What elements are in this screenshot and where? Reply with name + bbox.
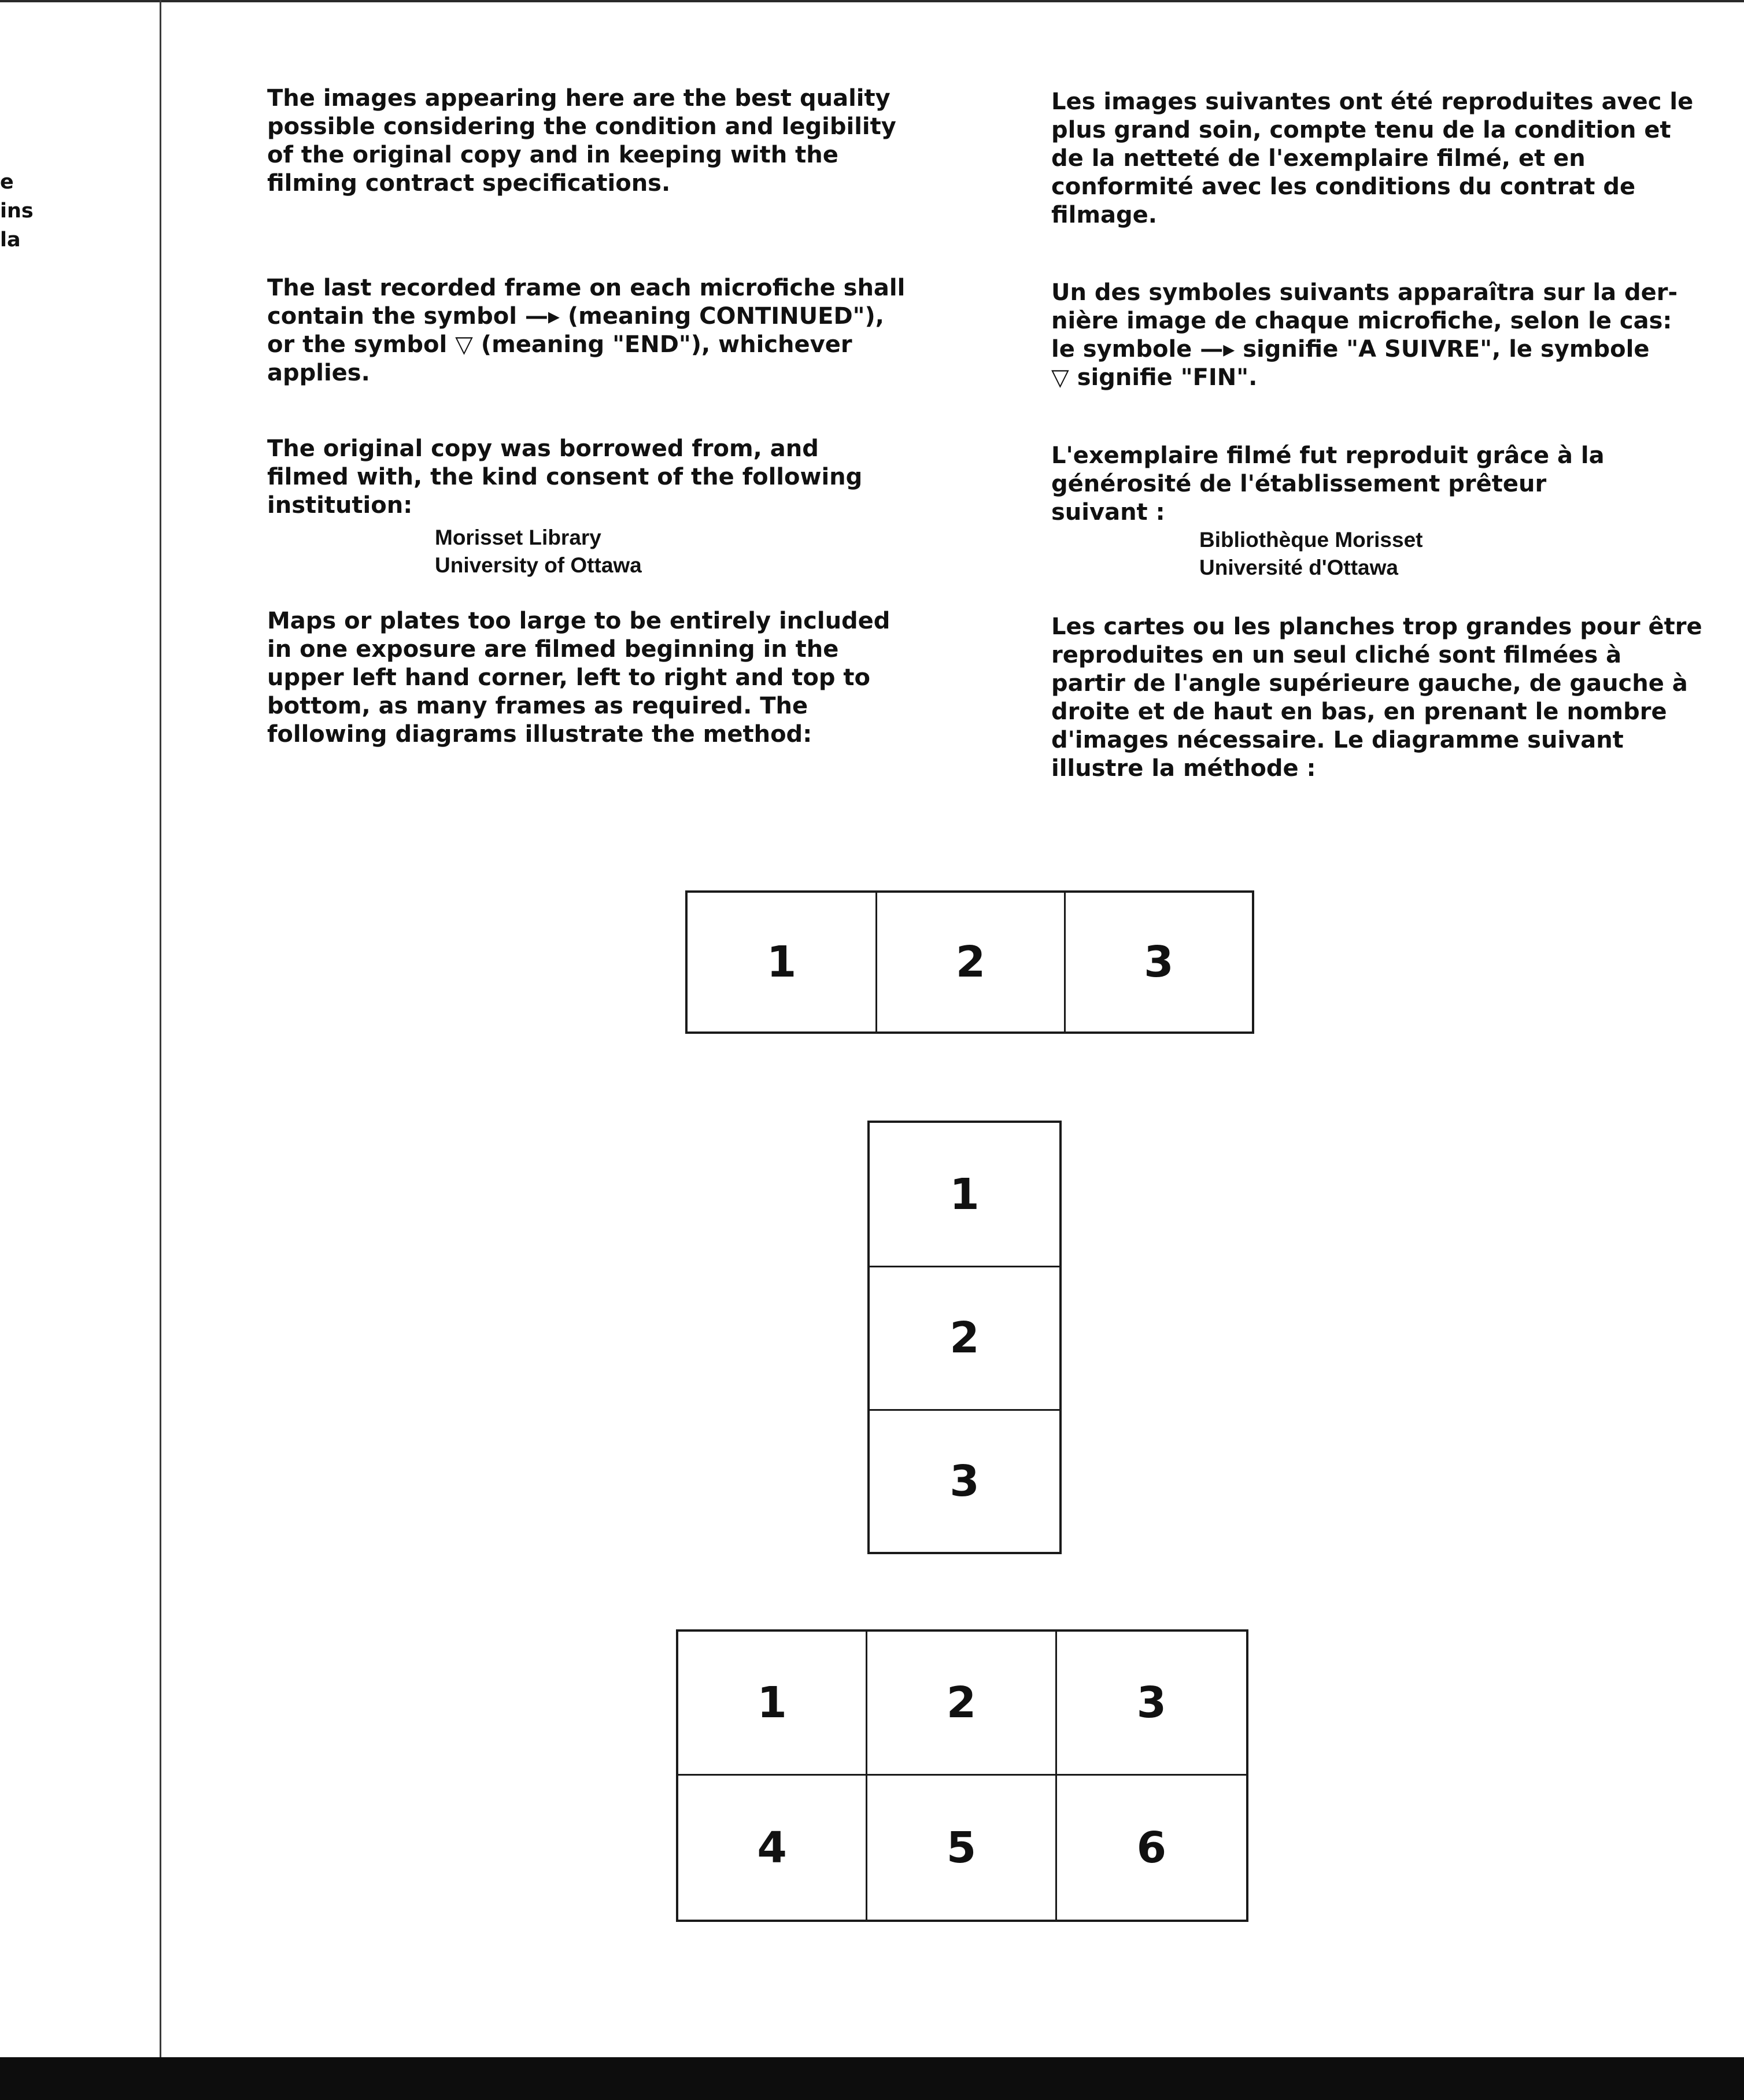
diagram-column-of-three: [867, 1121, 1062, 1554]
text-line: plus grand soin, compte tenu de la condition et: [1051, 117, 1671, 143]
text-line: L'exemplaire filmé fut reproduit grâce à la: [1051, 442, 1605, 469]
quality-paragraph-en: [267, 84, 896, 198]
frame-cell: 6: [1136, 1822, 1167, 1873]
text-line: contain the symbol —▸ (meaning CONTINUED"),: [267, 303, 884, 330]
text-line: The original copy was borrowed from, and: [267, 435, 819, 462]
text-line: droite et de haut en bas, en prenant le nombre: [1051, 698, 1667, 725]
text-line: nière image de chaque microfiche, selon le cas:: [1051, 308, 1672, 334]
institution-en: [435, 524, 642, 579]
frame-cell: 2: [875, 893, 1063, 1031]
fragment-line: ins: [0, 199, 34, 223]
text-line: in one exposure are filmed beginning in the: [267, 636, 839, 663]
frame-cell: 1: [766, 937, 797, 987]
institution-fr: [1199, 526, 1422, 582]
text-line: The images appearing here are the best quality: [267, 85, 891, 112]
frame-cell: 3: [870, 1409, 1059, 1552]
top-rule: [0, 0, 1744, 2]
text-line: Maps or plates too large to be entirely included: [267, 608, 891, 634]
previous-page-fragment: [0, 168, 34, 254]
symbol-paragraph-en: [267, 274, 905, 387]
text-line: filmed with, the kind consent of the following: [267, 464, 863, 490]
text-line: following diagrams illustrate the method:: [267, 721, 812, 748]
text-line: reproduites en un seul cliché sont filmées à: [1051, 642, 1622, 668]
text-line: de la netteté de l'exemplaire filmé, et en: [1051, 145, 1586, 172]
frame-cell: 3: [1064, 893, 1252, 1031]
frame-cell: 1: [949, 1169, 980, 1219]
fragment-line: la: [0, 228, 21, 252]
frame-cell: 1: [678, 1632, 867, 1776]
institution-line: Université d'Ottawa: [1199, 556, 1398, 579]
text-line: Un des symboles suivants apparaîtra sur la der-: [1051, 279, 1678, 306]
text-line: générosité de l'établissement prêteur: [1051, 471, 1547, 497]
text-line: conformité avec les conditions du contrat de: [1051, 173, 1636, 200]
left-margin-rule: [160, 0, 161, 2057]
frame-cell: 4: [678, 1776, 867, 1920]
text-line: Les images suivantes ont été reproduites avec le: [1051, 88, 1694, 115]
text-line: Les cartes ou les planches trop grandes pour être: [1051, 613, 1702, 640]
consent-paragraph-fr: [1051, 442, 1605, 527]
text-line: ▽ signifie "FIN".: [1051, 364, 1258, 391]
text-line: applies.: [267, 360, 370, 386]
quality-paragraph-fr: [1051, 88, 1693, 230]
diagram-grid-of-six: [676, 1629, 1248, 1922]
text-line: filming contract specifications.: [267, 170, 671, 197]
bottom-film-edge: [0, 2057, 1744, 2100]
fragment-line: e: [0, 171, 14, 194]
text-line: bottom, as many frames as required. The: [267, 693, 808, 719]
maps-paragraph-fr: [1051, 613, 1702, 783]
text-line: filmage.: [1051, 202, 1157, 228]
frame-cell: 2: [870, 1266, 1059, 1408]
text-line: d'images nécessaire. Le diagramme suivant: [1051, 727, 1624, 753]
text-line: or the symbol ▽ (meaning "END"), whichever: [267, 331, 852, 358]
maps-paragraph-en: [267, 607, 890, 749]
text-line: upper left hand corner, left to right and top to: [267, 664, 871, 691]
text-line: of the original copy and in keeping with the: [267, 142, 838, 168]
frame-cell: 5: [867, 1776, 1056, 1920]
symbol-paragraph-fr: [1051, 279, 1678, 392]
text-line: institution:: [267, 492, 413, 519]
text-line: illustre la méthode :: [1051, 755, 1316, 782]
text-line: The last recorded frame on each microfiche shall: [267, 275, 906, 301]
consent-paragraph-en: [267, 435, 862, 520]
text-line: partir de l'angle supérieure gauche, de gauche à: [1051, 670, 1688, 697]
frame-cell: 2: [867, 1632, 1056, 1776]
text-line: le symbole —▸ signifie "A SUIVRE", le symbole: [1051, 336, 1650, 363]
text-line: suivant :: [1051, 499, 1165, 526]
diagram-row-of-three: [685, 890, 1254, 1034]
institution-line: Bibliothèque Morisset: [1199, 528, 1423, 552]
institution-line: Morisset Library: [435, 526, 601, 549]
institution-line: University of Ottawa: [435, 553, 642, 577]
frame-cell: 3: [1057, 1632, 1246, 1776]
text-line: possible considering the condition and legibility: [267, 113, 896, 140]
